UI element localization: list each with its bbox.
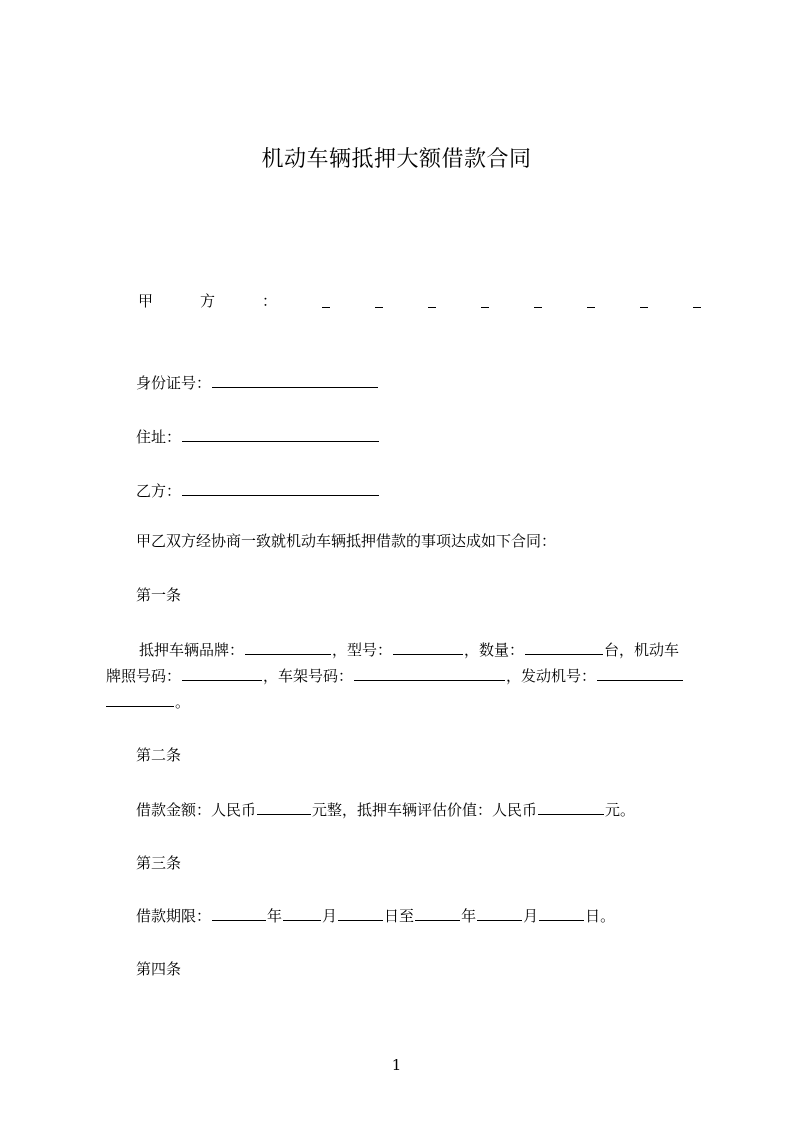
start-year-blank[interactable]: [212, 905, 266, 921]
brand-blank[interactable]: [245, 639, 331, 655]
start-month-unit: 月: [322, 907, 338, 925]
model-blank[interactable]: [393, 639, 463, 655]
article1-line1: [139, 639, 679, 660]
party-a-char2: 方: [200, 292, 216, 310]
party-a-blank-dash: [534, 307, 542, 308]
address-label: 住址：: [136, 428, 182, 446]
party-a-blank-dash: [587, 307, 595, 308]
party-a-blank-dash: [640, 307, 648, 308]
article1-line3: [106, 691, 190, 712]
article2-line: [136, 799, 635, 820]
start-day-blank[interactable]: [338, 905, 383, 921]
start-year-unit: 年: [267, 907, 283, 925]
party-b-blank[interactable]: [182, 480, 379, 496]
article3-line: [136, 905, 615, 926]
loan-term-label: 借款期限：: [136, 907, 212, 925]
end-year-blank[interactable]: [415, 905, 460, 921]
engine-label: ，发动机号：: [506, 667, 597, 685]
engine-blank-continued[interactable]: [106, 691, 174, 707]
page-number: 1: [391, 1056, 402, 1074]
loan-amount-blank[interactable]: [257, 799, 311, 815]
unit-plate-label: 台，机动车: [604, 641, 680, 659]
article1-end: 。: [175, 693, 191, 711]
party-b-label: 乙方：: [136, 482, 182, 500]
frame-blank[interactable]: [354, 665, 505, 681]
article1-line2: [106, 665, 684, 686]
article3-heading: 第三条: [136, 854, 182, 872]
engine-blank[interactable]: [597, 665, 683, 681]
loan-amount-label: 借款金额：人民币: [136, 801, 257, 819]
party-a-blank-dash: [322, 307, 330, 308]
frame-label: ，车架号码：: [263, 667, 354, 685]
party-a-char1: 甲: [138, 292, 154, 310]
address-line: [136, 426, 380, 447]
article1-heading: 第一条: [136, 586, 182, 604]
plate-label: 牌照号码：: [106, 667, 182, 685]
quantity-blank[interactable]: [525, 639, 603, 655]
brand-label: 抵押车辆品牌：: [139, 641, 245, 659]
party-a-blank-dash: [693, 307, 701, 308]
party-a-blank-dash: [481, 307, 489, 308]
party-a-blank-dash: [428, 307, 436, 308]
article2-heading: 第二条: [136, 746, 182, 764]
start-month-blank[interactable]: [283, 905, 321, 921]
id-number-blank[interactable]: [212, 372, 378, 388]
quantity-label: ，数量：: [464, 641, 525, 659]
plate-blank[interactable]: [182, 665, 262, 681]
id-number-label: 身份证号：: [136, 374, 212, 392]
end-year-unit: 年: [461, 907, 477, 925]
model-label: ，型号：: [332, 641, 393, 659]
party-a-colon: ：: [262, 292, 278, 310]
end-day-blank[interactable]: [539, 905, 584, 921]
vehicle-value-unit: 元。: [605, 801, 636, 819]
id-number-line: [136, 372, 379, 393]
end-month-unit: 月: [523, 907, 539, 925]
party-b-line: [136, 480, 380, 501]
party-a-blank-dash: [375, 307, 383, 308]
end-month-blank[interactable]: [477, 905, 522, 921]
loan-amount-unit: 元整，抵押车辆评估价值：人民币: [312, 801, 538, 819]
intro-paragraph: 甲乙双方经协商一致就机动车辆抵押借款的事项达成如下合同：: [136, 532, 557, 550]
article4-heading: 第四条: [136, 960, 182, 978]
address-blank[interactable]: [182, 426, 379, 442]
vehicle-value-blank[interactable]: [538, 799, 604, 815]
end-day-unit: 日。: [585, 907, 616, 925]
start-day-to: 日至: [384, 907, 415, 925]
document-title: 机动车辆抵押大额借款合同: [261, 147, 532, 172]
